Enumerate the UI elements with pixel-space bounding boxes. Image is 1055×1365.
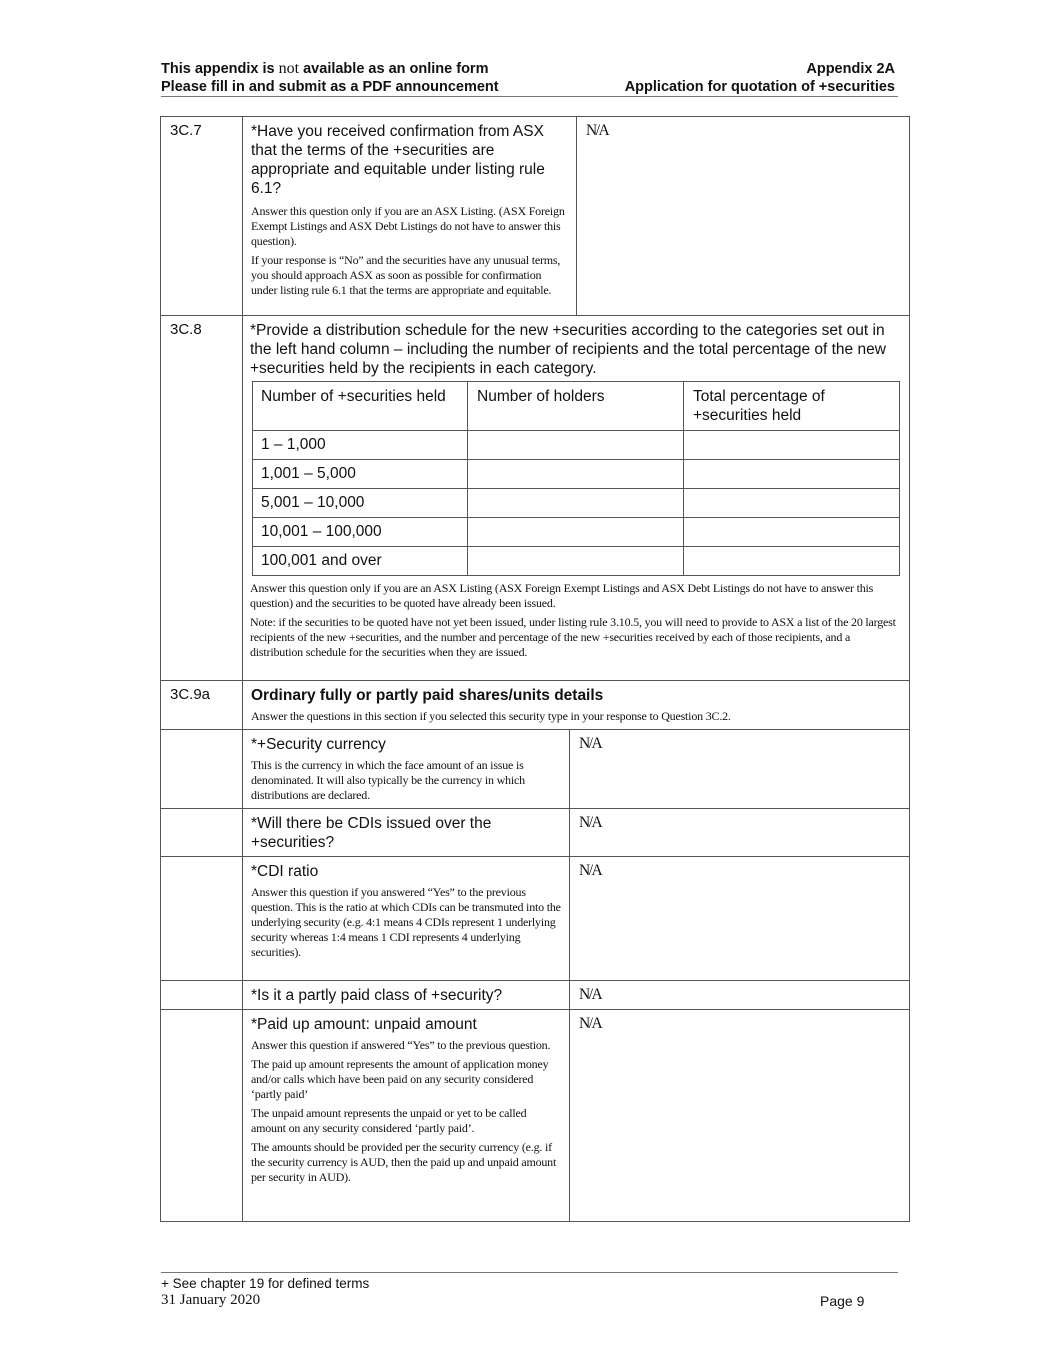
distribution-range: 1 – 1,000	[261, 436, 326, 453]
header-emph-not: not	[278, 60, 300, 77]
q3c9a-code: 3C.9a	[170, 686, 211, 703]
row-divider	[160, 1009, 910, 1010]
distribution-percentage-input[interactable]	[684, 489, 898, 517]
distribution-header-percentage: Total percentage of +securities held	[693, 388, 825, 424]
q3c9a-title: Ordinary fully or partly paid shares/units details	[251, 687, 604, 704]
paid-up-amount-note: The unpaid amount represents the unpaid or yet to be called amount on any security considered ‘partly paid’.	[251, 1106, 527, 1135]
distribution-percentage-input[interactable]	[684, 547, 898, 575]
distribution-range: 1,001 – 5,000	[261, 465, 356, 482]
distribution-percentage-input[interactable]	[684, 518, 898, 546]
paid-up-amount-answer[interactable]: N/A	[579, 1015, 602, 1032]
paid-up-amount-note: Answer this question if answered “Yes” to the previous question.	[251, 1038, 551, 1052]
header-right	[625, 60, 895, 96]
paid-up-amount-cell	[251, 1015, 563, 1185]
distribution-holders-input[interactable]	[468, 431, 682, 459]
footer-defined-terms: + See chapter 19 for defined terms	[161, 1276, 370, 1291]
q3c7-note2: If your response is “No” and the securities have any unusual terms, you should approach ASX as soon as possible for confirmation under listing rule 6.1 that the terms are appropriate and equitable.	[251, 253, 561, 297]
q3c8-notes	[250, 581, 902, 660]
q3c8-code: 3C.8	[170, 321, 202, 338]
header-rule	[161, 96, 898, 97]
security-currency-question: *+Security currency	[251, 736, 386, 753]
distribution-header-securities-held: Number of +securities held	[261, 388, 446, 405]
q3c7-code: 3C.7	[170, 122, 202, 139]
q3c9a-subtitle: Answer the questions in this section if you selected this security type in your response to Question 3C.2.	[251, 709, 731, 723]
cdi-ratio-note: Answer this question if you answered “Yes” to the previous question. This is the ratio at which CDIs can be transmuted into the underlying security (e.g. 4:1 means 4 CDIs represent 1 underlying security whereas 1:4 means 1 CDI represents 4 underlying securities).	[251, 885, 561, 959]
q3c7-answer[interactable]: N/A	[586, 122, 609, 139]
footer-page-number: Page 9	[820, 1293, 865, 1309]
header-left	[161, 60, 499, 96]
paid-up-amount-note: The paid up amount represents the amount of application money and/or calls which have been paid on any security considered ‘partly paid’	[251, 1057, 549, 1101]
distribution-percentage-input[interactable]	[684, 460, 898, 488]
cdis-issued-answer[interactable]: N/A	[579, 814, 602, 831]
distribution-holders-input[interactable]	[468, 518, 682, 546]
appendix-subtitle: Application for quotation of +securities	[624, 79, 895, 95]
distribution-range: 100,001 and over	[261, 552, 382, 569]
security-currency-cell	[251, 735, 561, 803]
q3c9a-answer-divider	[569, 729, 570, 1222]
partly-paid-question: *Is it a partly paid class of +security?	[251, 987, 503, 1004]
distribution-holders-input[interactable]	[468, 547, 682, 575]
q3c8-question: *Provide a distribution schedule for the new +securities according to the categories set out in the left hand column – including the number of recipients and the total percentage of the new +securities held by the recipients in each category.	[250, 322, 886, 377]
footer-rule	[161, 1272, 898, 1273]
header-left-line2: Please fill in and submit as a PDF announcement	[161, 79, 499, 95]
footer-date: 31 January 2020	[161, 1292, 261, 1308]
security-currency-note: This is the currency in which the face amount of an issue is denominated. It will also typically be the currency in which distributions are declared.	[251, 758, 525, 802]
row-divider	[160, 729, 910, 730]
q3c7-question-cell	[251, 122, 569, 298]
paid-up-amount-note: The amounts should be provided per the security currency (e.g. if the security currency is AUD, then the paid up and unpaid amount per security in AUD).	[251, 1140, 557, 1184]
row-divider	[160, 680, 910, 681]
appendix-title: Appendix 2A	[806, 61, 895, 77]
distribution-range: 10,001 – 100,000	[261, 523, 382, 540]
distribution-holders-input[interactable]	[468, 489, 682, 517]
distribution-range: 5,001 – 10,000	[261, 494, 365, 511]
header-left-line1: This appendix is not available as an online form	[161, 60, 489, 77]
security-currency-answer[interactable]: N/A	[579, 735, 602, 752]
cdi-ratio-question: *CDI ratio	[251, 863, 319, 880]
distribution-holders-input[interactable]	[468, 460, 682, 488]
q3c7-question: *Have you received confirmation from ASX that the terms of the +securities are appropriate and equitable under listing rule 6.1?	[251, 123, 545, 197]
partly-paid-answer[interactable]: N/A	[579, 986, 602, 1003]
cdi-ratio-cell	[251, 862, 563, 960]
distribution-header-holders: Number of holders	[477, 388, 605, 405]
q3c8-note1: Answer this question only if you are an ASX Listing (ASX Foreign Exempt Listings and ASX Debt Listings do not have to answer this question) and the securities to be quoted have already been issued.	[250, 581, 874, 610]
row-divider	[160, 808, 910, 809]
row-divider	[160, 315, 910, 316]
q3c8-note2: Note: if the securities to be quoted have not yet been issued, under listing rule 3.10.5, you will need to provide to ASX a list of the 20 largest recipients of the new +securities, and the number and percentage of the new +securities received by each of those recipients, and a distribution schedule for the securities when they are issued.	[250, 615, 896, 659]
row-divider	[160, 980, 910, 981]
code-column-divider	[242, 116, 243, 1222]
q3c7-note1: Answer this question only if you are an ASX Listing. (ASX Foreign Exempt Listings and ASX Debt Listings do not have to answer this question).	[251, 204, 565, 248]
distribution-percentage-input[interactable]	[684, 431, 898, 459]
paid-up-amount-question: *Paid up amount: unpaid amount	[251, 1016, 477, 1033]
row-divider	[160, 856, 910, 857]
q3c7-answer-divider	[576, 116, 577, 315]
cdis-issued-question: *Will there be CDIs issued over the +securities?	[251, 815, 492, 851]
cdi-ratio-answer[interactable]: N/A	[579, 862, 602, 879]
